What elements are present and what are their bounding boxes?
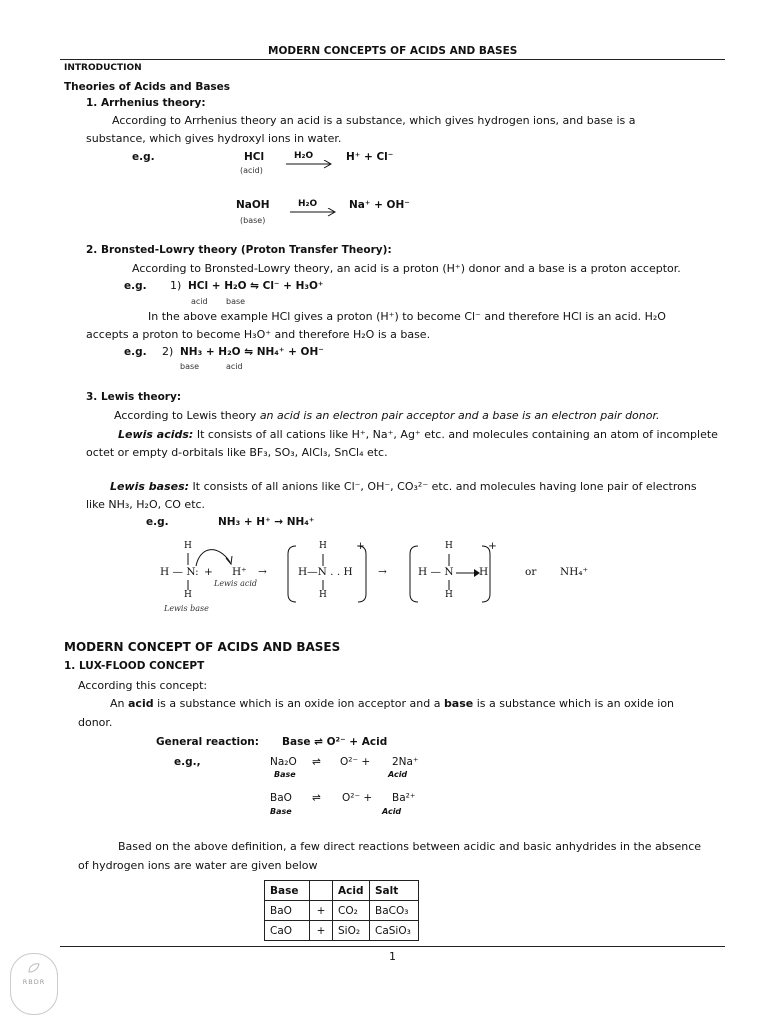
- diagram-right-row: H — N: [418, 566, 454, 578]
- lux-def-c: is a substance which is an oxide ion: [473, 697, 675, 710]
- lux-ex1-right: 2Na⁺: [392, 756, 419, 768]
- bronsted-ex1-eq: HCl + H₂O ⇋ Cl⁻ + H₃O⁺: [188, 280, 324, 292]
- header-rule: [60, 59, 725, 60]
- lux-def-b: is a substance which is an oxide ion acceptor and a: [153, 697, 444, 710]
- table-header-cell: [310, 881, 333, 901]
- theories-heading: Theories of Acids and Bases: [64, 81, 231, 93]
- diagram-h-bottom-2: H: [319, 590, 327, 600]
- diagram-hplus: H⁺: [232, 566, 247, 578]
- lewis-bases-line2: like NH₃, H₂O, CO etc.: [86, 498, 206, 511]
- lux-ex1-mid: O²⁻ +: [340, 756, 371, 768]
- lux-para1: Based on the above definition, a few direct reactions between acidic and basic anhydrides in the absence: [118, 840, 702, 853]
- diagram-mid-row: H—N . . H: [298, 566, 353, 578]
- diagram-nh4: NH₄⁺: [560, 566, 589, 578]
- lewis-definition: [114, 409, 660, 422]
- lewis-heading: 3. Lewis theory:: [86, 391, 182, 403]
- lewis-eq: NH₃ + H⁺ → NH₄⁺: [218, 516, 315, 528]
- general-label: General reaction:: [156, 736, 259, 748]
- logo-badge: [10, 953, 58, 1015]
- modern-heading: MODERN CONCEPT OF ACIDS AND BASES: [64, 640, 341, 654]
- lux-eg: e.g.,: [174, 756, 201, 768]
- intro-heading: INTRODUCTION: [64, 63, 142, 73]
- table-header-row: [265, 881, 419, 901]
- lewis-def-pre: According to Lewis theory: [114, 409, 260, 422]
- lux-ex1-acid-label: Acid: [388, 770, 408, 779]
- reaction-arrow-icon: [284, 160, 334, 170]
- bronsted-ex1-acid: acid: [191, 297, 208, 306]
- arrhenius-ex2-reactant: NaOH: [236, 199, 270, 211]
- arrhenius-ex1-products: H⁺ + Cl⁻: [346, 151, 394, 163]
- table-header-cell: Base: [265, 881, 310, 901]
- diagram-lewis-base: Lewis base: [164, 604, 209, 613]
- lux-ex1-arrow: ⇌: [312, 756, 321, 768]
- table-row: [265, 921, 419, 941]
- page-title: MODERN CONCEPTS OF ACIDS AND BASES: [268, 45, 518, 57]
- diagram-h-top-3: H: [445, 541, 453, 551]
- lux-ex2-base-label: Base: [270, 807, 292, 816]
- lux-definition: [110, 697, 722, 710]
- table-cell: +: [310, 921, 333, 941]
- lewis-bases-text1: It consists of all anions like Cl⁻, OH⁻, CO₃²⁻ etc. and molecules having lone pair of electrons: [189, 480, 697, 493]
- table-cell: SiO₂: [333, 921, 370, 941]
- bronsted-ex2-acid: acid: [226, 362, 243, 371]
- arrhenius-line1: According to Arrhenius theory an acid is a substance, which gives hydrogen ions, and base is a: [112, 114, 636, 127]
- arrhenius-heading: 1. Arrhenius theory:: [86, 97, 206, 109]
- diagram-h-top-1: H: [184, 541, 192, 551]
- lewis-def-italic: an acid is an electron pair acceptor and a base is an electron pair donor.: [259, 409, 660, 422]
- lux-para2: of hydrogen ions are water are given below: [78, 859, 318, 872]
- leaf-icon: [27, 962, 41, 974]
- table-cell: BaCO₃: [370, 901, 419, 921]
- table-cell: BaO: [265, 901, 310, 921]
- salt-table: [264, 880, 419, 941]
- lux-def-a: An: [110, 697, 128, 710]
- reaction-arrow-icon: [288, 208, 338, 218]
- lewis-acids-label: Lewis acids:: [118, 428, 194, 441]
- table-header-cell: Acid: [333, 881, 370, 901]
- diagram-charge-2: +: [356, 540, 365, 552]
- diagram-or: or: [525, 566, 537, 578]
- bronsted-para2: accepts a proton to become H₃O⁺ and therefore H₂O is a base.: [86, 328, 431, 341]
- bronsted-line1: According to Bronsted-Lowry theory, an acid is a proton (H⁺) donor and a base is a proton acceptor.: [132, 262, 681, 275]
- lewis-eg: e.g.: [146, 516, 169, 528]
- bronsted-eg2: e.g.: [124, 346, 147, 358]
- general-eq: Base ⇌ O²⁻ + Acid: [282, 736, 388, 748]
- bronsted-eg: e.g.: [124, 280, 147, 292]
- diagram-plus: +: [204, 566, 213, 578]
- diagram-charge-3: +: [488, 540, 497, 552]
- diagram-h-top-2: H: [319, 541, 327, 551]
- lewis-bases-line1: [110, 480, 697, 493]
- diagram-h-bottom-1: H: [184, 590, 192, 600]
- lux-ex2-mid: O²⁻ +: [342, 792, 373, 804]
- table-cell: CaO: [265, 921, 310, 941]
- table-cell: CaSiO₃: [370, 921, 419, 941]
- diagram-bonds-1: [160, 540, 240, 600]
- lux-ex2-left: BaO: [270, 792, 292, 804]
- bronsted-ex1-num: 1): [170, 279, 182, 292]
- lux-def-d: donor.: [78, 716, 113, 729]
- table-header-cell: Salt: [370, 881, 419, 901]
- diagram-n-left: H — N:: [160, 566, 199, 578]
- bronsted-heading: 2. Bronsted-Lowry theory (Proton Transfer Theory):: [86, 244, 392, 256]
- lux-def-acid: acid: [128, 697, 154, 710]
- arrhenius-ex1-solvent: H₂O: [294, 151, 314, 161]
- lewis-bases-label: Lewis bases:: [110, 480, 190, 493]
- logo-text: RBDR: [22, 978, 46, 986]
- table-row: [265, 901, 419, 921]
- diagram-arrow-1: →: [258, 566, 267, 578]
- lux-according: According this concept:: [78, 679, 208, 692]
- arrhenius-ex1-label: (acid): [240, 166, 263, 175]
- lux-heading: 1. LUX-FLOOD CONCEPT: [64, 660, 205, 672]
- lux-ex2-acid-label: Acid: [382, 807, 402, 816]
- lewis-acids-line2: octet or empty d-orbitals like BF₃, SO₃, AlCl₃, SnCl₄ etc.: [86, 446, 388, 459]
- bronsted-ex2-base: base: [180, 362, 200, 371]
- arrhenius-line2: substance, which gives hydroxyl ions in water.: [86, 132, 342, 145]
- bronsted-ex2-eq: NH₃ + H₂O ⇋ NH₄⁺ + OH⁻: [180, 346, 324, 358]
- bronsted-ex1-base: base: [226, 297, 246, 306]
- table-cell: CO₂: [333, 901, 370, 921]
- footer-rule: [60, 946, 725, 947]
- arrhenius-ex2-solvent: H₂O: [298, 199, 318, 209]
- arrhenius-ex1-reactant: HCl: [244, 151, 265, 163]
- diagram-h-bottom-3: H: [445, 590, 453, 600]
- lux-ex1-left: Na₂O: [270, 756, 297, 768]
- diagram-right-h: H: [479, 566, 489, 578]
- page-number: 1: [389, 950, 396, 963]
- lewis-acids-text1: It consists of all cations like H⁺, Na⁺, Ag⁺ etc. and molecules containing an atom of incomplete: [193, 428, 718, 441]
- lux-ex2-arrow: ⇌: [312, 792, 321, 804]
- lewis-acids-line1: [118, 428, 718, 441]
- table-cell: +: [310, 901, 333, 921]
- bronsted-ex2-num: 2): [162, 345, 174, 358]
- arrhenius-ex2-products: Na⁺ + OH⁻: [349, 199, 410, 211]
- arrhenius-eg: e.g.: [132, 151, 155, 163]
- lux-def-base: base: [443, 697, 474, 710]
- diagram-lewis-acid: Lewis acid: [214, 579, 258, 588]
- diagram-arrow-2: →: [378, 566, 387, 578]
- bronsted-para1: In the above example HCl gives a proton (H⁺) to become Cl⁻ and therefore HCl is an acid. H₂O: [148, 310, 666, 323]
- lux-ex2-right: Ba²⁺: [392, 792, 416, 804]
- lux-ex1-base-label: Base: [274, 770, 296, 779]
- arrhenius-ex2-label: (base): [240, 216, 266, 225]
